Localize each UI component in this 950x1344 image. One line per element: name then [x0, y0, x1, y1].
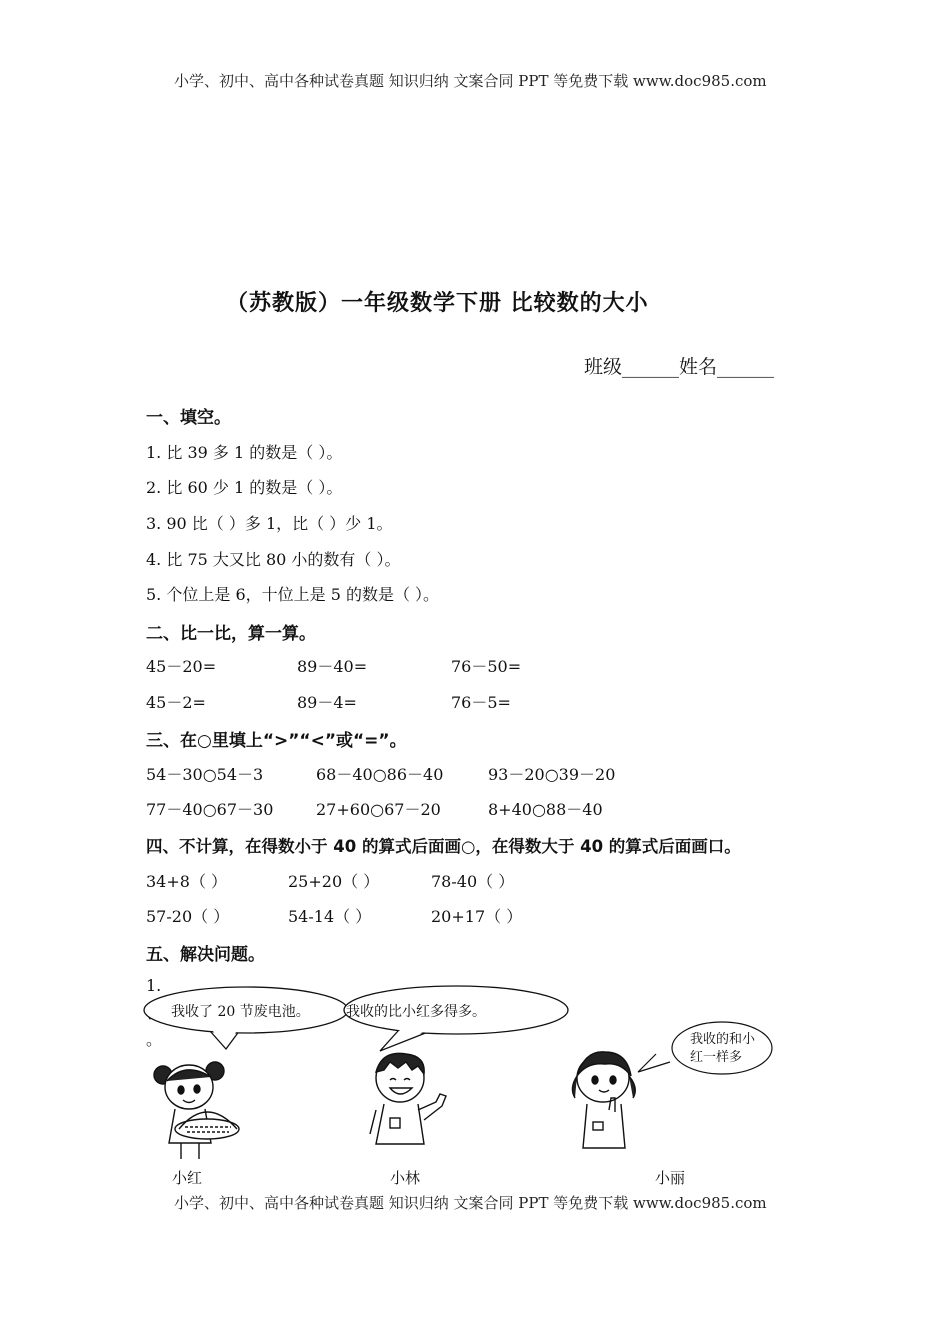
- fill-item: 2. 比 60 少 1 的数是（ ）。: [146, 478, 343, 497]
- judge-item: 57-20（ ）: [146, 907, 230, 926]
- calc-item: 76－5=: [451, 693, 511, 712]
- judge-item: 54-14（ ）: [288, 907, 372, 926]
- page-title: （苏教版）一年级数学下册 比较数的大小: [226, 291, 649, 316]
- section3-heading: 三、在○里填上“>”“<”或“=”。: [146, 731, 407, 751]
- compare-item: 68－40○86－40: [316, 765, 444, 784]
- calc-item: 76－50=: [451, 657, 522, 676]
- problem-number: 1.: [146, 976, 162, 995]
- xiaolin-figure: [362, 1048, 462, 1160]
- judge-item: 78-40（ ）: [431, 872, 515, 891]
- section5-heading: 五、解决问题。: [146, 945, 265, 965]
- page-footer: 小学、初中、高中各种试卷真题 知识归纳 文案合同 PPT 等免费下载 www.doc985.com: [174, 1194, 767, 1212]
- section1-heading: 一、填空。: [146, 408, 231, 428]
- compare-item: 8+40○88－40: [488, 800, 603, 819]
- compare-item: 27+60○67－20: [316, 800, 441, 819]
- page-header: 小学、初中、高中各种试卷真题 知识归纳 文案合同 PPT 等免费下载 www.doc985.com: [174, 72, 767, 90]
- name-label: 小林: [390, 1169, 421, 1187]
- calc-item: 45－20=: [146, 657, 217, 676]
- calc-item: 89－4=: [297, 693, 357, 712]
- class-name-line: 班级______姓名______: [584, 356, 775, 378]
- fill-item: 1. 比 39 多 1 的数是（ ）。: [146, 443, 343, 462]
- fill-item: 3. 90 比（ ）多 1，比（ ）少 1。: [146, 514, 393, 533]
- judge-item: 25+20（ ）: [288, 872, 380, 891]
- calc-item: 89－40=: [297, 657, 368, 676]
- bubble-text-xiaohong: 我收了 20 节废电池。: [171, 1004, 310, 1020]
- fill-item: 4. 比 75 大又比 80 小的数有（ ）。: [146, 550, 401, 569]
- judge-item: 20+17（ ）: [431, 907, 523, 926]
- compare-item: 54－30○54－3: [146, 765, 264, 784]
- name-label: 小红: [172, 1169, 203, 1187]
- section2-heading: 二、比一比，算一算。: [146, 624, 316, 644]
- bubble-text-xiaolin: 我收的比小红多得多。: [346, 1004, 486, 1020]
- fill-item: 5. 个位上是 6，十位上是 5 的数是（ ）。: [146, 585, 440, 604]
- compare-item: 77－40○67－30: [146, 800, 274, 819]
- bubble-text-xiaoli-line2: 红一样多: [690, 1050, 743, 1065]
- bubble-text-xiaoli-line1: 我收的和小: [690, 1032, 756, 1047]
- judge-item: 34+8（ ）: [146, 872, 228, 891]
- name-label: 小丽: [655, 1169, 686, 1187]
- section4-heading: 四、不计算，在得数小于 40 的算式后面画○，在得数大于 40 的算式后面画口。: [146, 837, 741, 856]
- xiaoli-figure: [565, 1048, 655, 1160]
- calc-item: 45－2=: [146, 693, 206, 712]
- xiaohong-figure: [145, 1055, 255, 1165]
- compare-item: 93－20○39－20: [488, 765, 616, 784]
- stray-mark: 。: [146, 1030, 163, 1049]
